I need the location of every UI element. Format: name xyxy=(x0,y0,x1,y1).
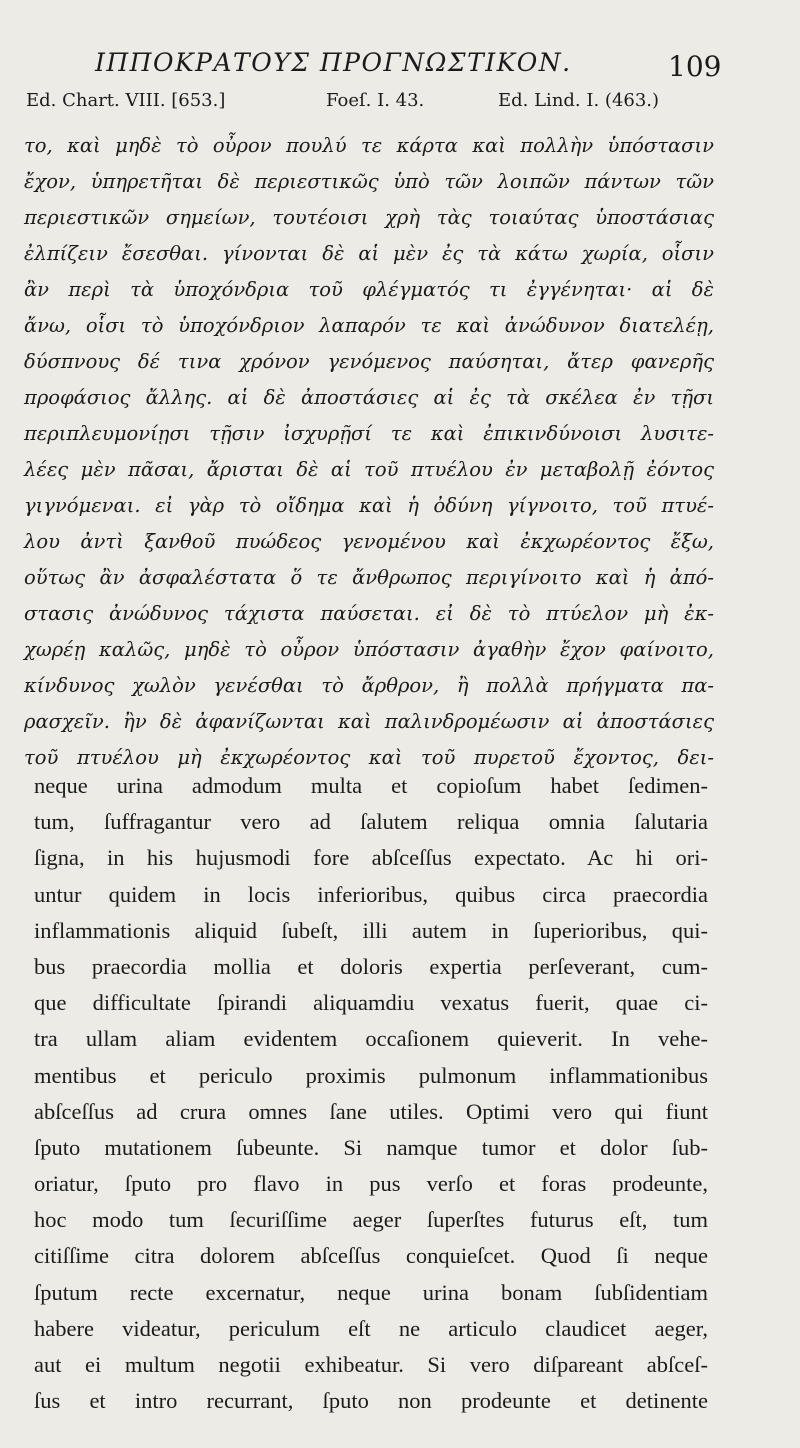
greek-text-block xyxy=(24,128,714,776)
greek-line: ἄνω, οἷσι τὸ ὑποχόνδριον λαπαρόν τε καὶ ἀνώδυνον διατελέῃ, xyxy=(24,314,714,337)
latin-line: ſus et intro recurrant, ſputo non prodeunte et detinente xyxy=(34,1388,708,1414)
latin-line: ſigna, in his hujusmodi fore abſceſſus expectato. Ac hi ori- xyxy=(34,845,708,871)
latin-line: abſceſſus ad crura omnes ſane utiles. Optimi vero qui fiunt xyxy=(34,1098,708,1124)
foesius-reference: Foeſ. I. 43. xyxy=(326,90,425,111)
latin-line: ſputum recte excernatur, neque urina bonam ſubſidentiam xyxy=(34,1279,708,1305)
greek-line: οὕτως ἂν ἀσφαλέστατα ὅ τε ἄνθρωπος περιγίνοιτο καὶ ἡ ἀπό- xyxy=(24,566,714,589)
running-title: ΙΠΠΟΚΡΑΤΟΥΣ ΠΡΟΓΝΩΣΤΙΚΟΝ. xyxy=(95,48,572,77)
latin-line: ſputo mutationem ſubeunte. Si namque tumor et dolor ſub- xyxy=(34,1134,708,1160)
greek-line: κίνδυνος χωλὸν γενέσθαι τὸ ἄρθρον, ἢ πολλὰ πρήγματα πα- xyxy=(24,674,714,697)
greek-line: ἂν περὶ τὰ ὑποχόνδρια τοῦ φλέγματός τι ἐγγένηται· αἱ δὲ xyxy=(24,278,714,301)
latin-line: mentibus et periculo proximis pulmonum inflammationibus xyxy=(34,1062,708,1088)
chartier-reference: Ed. Chart. VIII. [653.] xyxy=(26,90,226,111)
latin-line: aut ei multum negotii exhibeatur. Si vero diſpareant abſceſ- xyxy=(34,1352,708,1377)
greek-line: το, καὶ μηδὲ τὸ οὖρον πουλύ τε κάρτα καὶ πολλὴν ὑπόστασιν xyxy=(24,134,714,157)
latin-line: inflammationis aliquid ſubeſt, illi autem in ſuperioribus, qui- xyxy=(34,917,708,943)
latin-line: que difficultate ſpirandi aliquamdiu vexatus fuerit, quae ci- xyxy=(34,990,708,1016)
latin-text-block xyxy=(34,768,708,1419)
latin-line: neque urina admodum multa et copioſum habet ſedimen- xyxy=(34,773,708,798)
latin-line: habere videatur, periculum eſt ne articulo claudicet aeger, xyxy=(34,1315,708,1341)
greek-line: περιπλευμονίῃσι τῇσιν ἰσχυρῇσί τε καὶ ἐπικινδύνοισι λυσιτε- xyxy=(24,422,714,445)
latin-line: oriatur, ſputo pro flavo in pus verſo et foras prodeunte, xyxy=(34,1171,708,1197)
page-number: 109 xyxy=(668,50,722,83)
greek-line: λέες μὲν πᾶσαι, ἄρισται δὲ αἱ τοῦ πτυέλου ἐν μεταβολῇ ἐόντος xyxy=(24,458,714,481)
greek-line: χωρέῃ καλῶς, μηδὲ τὸ οὖρον ὑπόστασιν ἀγαθὴν ἔχον φαίνοιτο, xyxy=(24,638,714,661)
latin-line: untur quidem in locis inferioribus, quibus circa praecordia xyxy=(34,881,708,907)
latin-line: tra ullam aliam evidentem occaſionem quieverit. In vehe- xyxy=(34,1026,708,1052)
greek-line: ρασχεῖν. ἢν δὲ ἀφανίζωνται καὶ παλινδρομέωσιν αἱ ἀποστάσιες xyxy=(24,710,714,733)
latin-line: hoc modo tum ſecuriſſime aeger ſuperſtes futurus eſt, tum xyxy=(34,1207,708,1233)
greek-line: στασις ἀνώδυνος τάχιστα παύσεται. εἰ δὲ τὸ πτύελον μὴ ἐκ- xyxy=(24,602,714,625)
greek-line: περιεστικῶν σημείων, τουτέοισι χρὴ τὰς τοιαύτας ὑποστάσιας xyxy=(24,206,714,229)
latin-line: bus praecordia mollia et doloris expertia perſeverant, cum- xyxy=(34,953,708,979)
latin-line: citiſſime citra dolorem abſceſſus conquieſcet. Quod ſi neque xyxy=(34,1243,708,1269)
greek-line: γιγνόμεναι. εἰ γὰρ τὸ οἴδημα καὶ ἡ ὀδύνη γίγνοιτο, τοῦ πτυέ- xyxy=(24,494,714,517)
greek-line: λου ἀντὶ ξανθοῦ πυώδεος γενομένου καὶ ἐκχωρέοντος ἔξω, xyxy=(24,530,714,553)
greek-line: ἐλπίζειν ἔσεσθαι. γίνονται δὲ αἱ μὲν ἐς τὰ κάτω χωρία, οἷσιν xyxy=(24,242,714,265)
greek-line: προφάσιος ἄλλης. αἱ δὲ ἀποστάσιες αἱ ἐς τὰ σκέλεα ἐν τῇσι xyxy=(24,386,714,409)
greek-line: δύσπνους δέ τινα χρόνον γενόμενος παύσηται, ἄτερ φανερῆς xyxy=(24,350,714,373)
latin-line: tum, ſuffragantur vero ad ſalutem reliqua omnia ſalutaria xyxy=(34,809,708,835)
greek-line: ἔχον, ὑπηρετῆται δὲ περιεστικῶς ὑπὸ τῶν λοιπῶν πάντων τῶν xyxy=(24,170,714,193)
linden-reference: Ed. Lind. I. (463.) xyxy=(498,90,660,111)
greek-line: τοῦ πτυέλου μὴ ἐκχωρέοντος καὶ τοῦ πυρετοῦ ἔχοντος, δει- xyxy=(24,746,714,769)
